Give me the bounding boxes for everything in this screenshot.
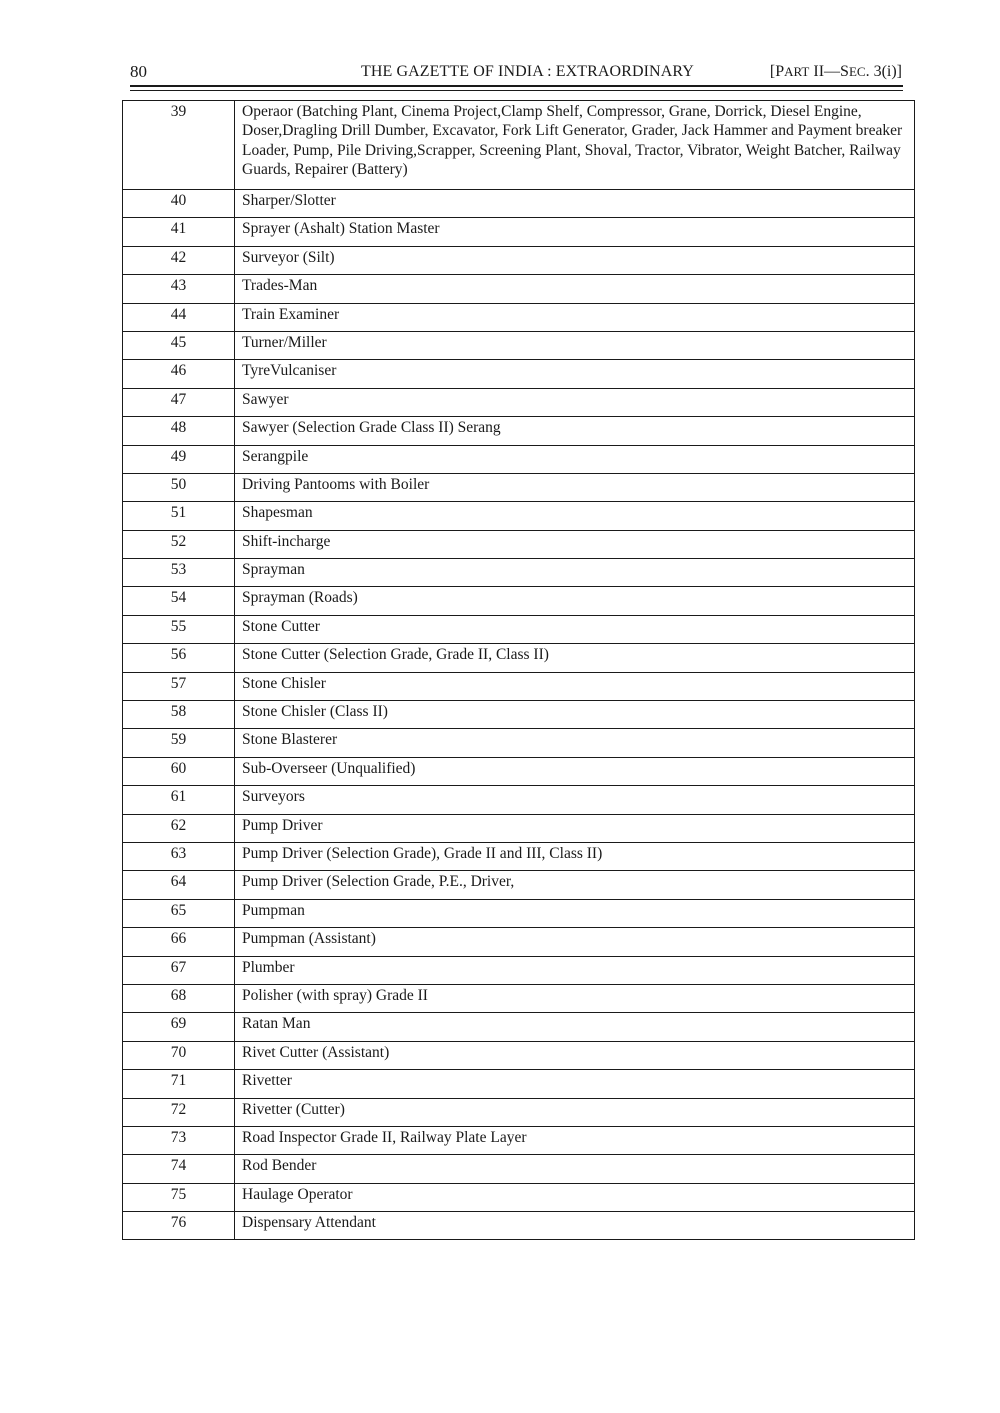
serial-number: 63 bbox=[123, 842, 235, 870]
table-row bbox=[123, 303, 915, 331]
serial-number: 58 bbox=[123, 701, 235, 729]
table-row bbox=[123, 956, 915, 984]
serial-number: 69 bbox=[123, 1013, 235, 1041]
table-row bbox=[123, 1041, 915, 1069]
occupation-name: Rivetter (Cutter) bbox=[235, 1098, 915, 1126]
serial-number: 68 bbox=[123, 984, 235, 1012]
table-row bbox=[123, 615, 915, 643]
table-row bbox=[123, 530, 915, 558]
occupation-name: Rivet Cutter (Assistant) bbox=[235, 1041, 915, 1069]
table-row bbox=[123, 473, 915, 501]
page-number: 80 bbox=[130, 62, 147, 81]
occupation-name: Plumber bbox=[235, 956, 915, 984]
serial-number: 64 bbox=[123, 871, 235, 899]
serial-number: 75 bbox=[123, 1183, 235, 1211]
serial-number: 49 bbox=[123, 445, 235, 473]
table-row bbox=[123, 1183, 915, 1211]
serial-number: 60 bbox=[123, 757, 235, 785]
serial-number: 51 bbox=[123, 502, 235, 530]
occupation-name: Sprayman bbox=[235, 559, 915, 587]
occupation-name: Sawyer (Selection Grade Class II) Serang bbox=[235, 417, 915, 445]
occupation-name: Sprayer (Ashalt) Station Master bbox=[235, 218, 915, 246]
table-row bbox=[123, 842, 915, 870]
table-row bbox=[123, 757, 915, 785]
header-rule-thin bbox=[130, 90, 903, 91]
occupation-name: Pumpman (Assistant) bbox=[235, 928, 915, 956]
serial-number: 56 bbox=[123, 644, 235, 672]
gazette-title: THE GAZETTE OF INDIA : EXTRAORDINARY bbox=[361, 63, 694, 80]
serial-number: 76 bbox=[123, 1212, 235, 1240]
occupation-name: Dispensary Attendant bbox=[235, 1212, 915, 1240]
occupation-name: Train Examiner bbox=[235, 303, 915, 331]
occupation-name: Stone Cutter (Selection Grade, Grade II, Class II) bbox=[235, 644, 915, 672]
table-row bbox=[123, 559, 915, 587]
serial-number: 52 bbox=[123, 530, 235, 558]
table-row bbox=[123, 1126, 915, 1154]
occupation-name: Operaor (Batching Plant, Cinema Project,Clamp Shelf, Compressor, Grane, Dorrick, Diesel Engine, Doser,Dragling Drill Dumber, Excavator, Fork Lift Generator, Grader, Jack Hammer and Payment breaker Loader, Pump, Pile Driving,Scrapper, Screening Plant, Shoval, Tractor, Vibrator, Weight Batcher, Railway Guards, Repairer (Battery) bbox=[235, 101, 915, 190]
page-header bbox=[130, 61, 902, 83]
table-row bbox=[123, 899, 915, 927]
occupation-name: Polisher (with spray) Grade II bbox=[235, 984, 915, 1012]
serial-number: 71 bbox=[123, 1070, 235, 1098]
serial-number: 72 bbox=[123, 1098, 235, 1126]
table-row bbox=[123, 1013, 915, 1041]
table-row bbox=[123, 218, 915, 246]
table-row bbox=[123, 984, 915, 1012]
occupation-name: Surveyors bbox=[235, 786, 915, 814]
serial-number: 62 bbox=[123, 814, 235, 842]
serial-number: 67 bbox=[123, 956, 235, 984]
table-row bbox=[123, 388, 915, 416]
occupation-name: Sprayman (Roads) bbox=[235, 587, 915, 615]
occupation-name: Sub-Overseer (Unqualified) bbox=[235, 757, 915, 785]
table-row bbox=[123, 1070, 915, 1098]
table-row bbox=[123, 814, 915, 842]
serial-number: 70 bbox=[123, 1041, 235, 1069]
table-row bbox=[123, 587, 915, 615]
serial-number: 57 bbox=[123, 672, 235, 700]
table-row bbox=[123, 101, 915, 190]
table-row bbox=[123, 445, 915, 473]
table-row bbox=[123, 417, 915, 445]
serial-number: 47 bbox=[123, 388, 235, 416]
occupation-name: Pump Driver (Selection Grade), Grade II and III, Class II) bbox=[235, 842, 915, 870]
occupation-name: Serangpile bbox=[235, 445, 915, 473]
occupation-name: Shift-incharge bbox=[235, 530, 915, 558]
serial-number: 54 bbox=[123, 587, 235, 615]
table-row bbox=[123, 928, 915, 956]
table-row bbox=[123, 1155, 915, 1183]
occupation-name: Stone Chisler (Class II) bbox=[235, 701, 915, 729]
serial-number: 73 bbox=[123, 1126, 235, 1154]
table-row bbox=[123, 360, 915, 388]
occupation-table-body bbox=[123, 101, 915, 1240]
serial-number: 59 bbox=[123, 729, 235, 757]
serial-number: 46 bbox=[123, 360, 235, 388]
occupation-name: Ratan Man bbox=[235, 1013, 915, 1041]
occupation-name: Turner/Miller bbox=[235, 331, 915, 359]
serial-number: 48 bbox=[123, 417, 235, 445]
serial-number: 55 bbox=[123, 615, 235, 643]
occupation-name: Sawyer bbox=[235, 388, 915, 416]
table-row bbox=[123, 275, 915, 303]
serial-number: 50 bbox=[123, 473, 235, 501]
occupation-name: Haulage Operator bbox=[235, 1183, 915, 1211]
table-row bbox=[123, 1098, 915, 1126]
table-row bbox=[123, 701, 915, 729]
table-row bbox=[123, 672, 915, 700]
occupation-name: Trades-Man bbox=[235, 275, 915, 303]
occupation-name: Sharper/Slotter bbox=[235, 190, 915, 218]
occupation-name: Stone Cutter bbox=[235, 615, 915, 643]
serial-number: 74 bbox=[123, 1155, 235, 1183]
table-row bbox=[123, 502, 915, 530]
table-row bbox=[123, 729, 915, 757]
occupation-name: Rivetter bbox=[235, 1070, 915, 1098]
serial-number: 44 bbox=[123, 303, 235, 331]
table-row bbox=[123, 331, 915, 359]
occupation-name: Stone Blasterer bbox=[235, 729, 915, 757]
table-row bbox=[123, 246, 915, 274]
serial-number: 66 bbox=[123, 928, 235, 956]
occupation-name: Rod Bender bbox=[235, 1155, 915, 1183]
table-row bbox=[123, 644, 915, 672]
occupation-name: Pump Driver (Selection Grade, P.E., Driver, bbox=[235, 871, 915, 899]
serial-number: 53 bbox=[123, 559, 235, 587]
serial-number: 39 bbox=[123, 101, 235, 190]
serial-number: 43 bbox=[123, 275, 235, 303]
header-rule-thick bbox=[130, 85, 903, 87]
table-row bbox=[123, 1212, 915, 1240]
part-section: [PART II—SEC. 3(i)] bbox=[769, 63, 902, 80]
serial-number: 41 bbox=[123, 218, 235, 246]
table-row bbox=[123, 871, 915, 899]
serial-number: 61 bbox=[123, 786, 235, 814]
occupation-name: Stone Chisler bbox=[235, 672, 915, 700]
table-row bbox=[123, 786, 915, 814]
serial-number: 40 bbox=[123, 190, 235, 218]
occupation-name: Road Inspector Grade II, Railway Plate Layer bbox=[235, 1126, 915, 1154]
occupation-table bbox=[122, 100, 915, 1240]
occupation-name: Pump Driver bbox=[235, 814, 915, 842]
occupation-name: TyreVulcaniser bbox=[235, 360, 915, 388]
serial-number: 42 bbox=[123, 246, 235, 274]
serial-number: 45 bbox=[123, 331, 235, 359]
table-row bbox=[123, 190, 915, 218]
occupation-name: Shapesman bbox=[235, 502, 915, 530]
occupation-name: Surveyor (Silt) bbox=[235, 246, 915, 274]
occupation-name: Pumpman bbox=[235, 899, 915, 927]
occupation-name: Driving Pantooms with Boiler bbox=[235, 473, 915, 501]
serial-number: 65 bbox=[123, 899, 235, 927]
